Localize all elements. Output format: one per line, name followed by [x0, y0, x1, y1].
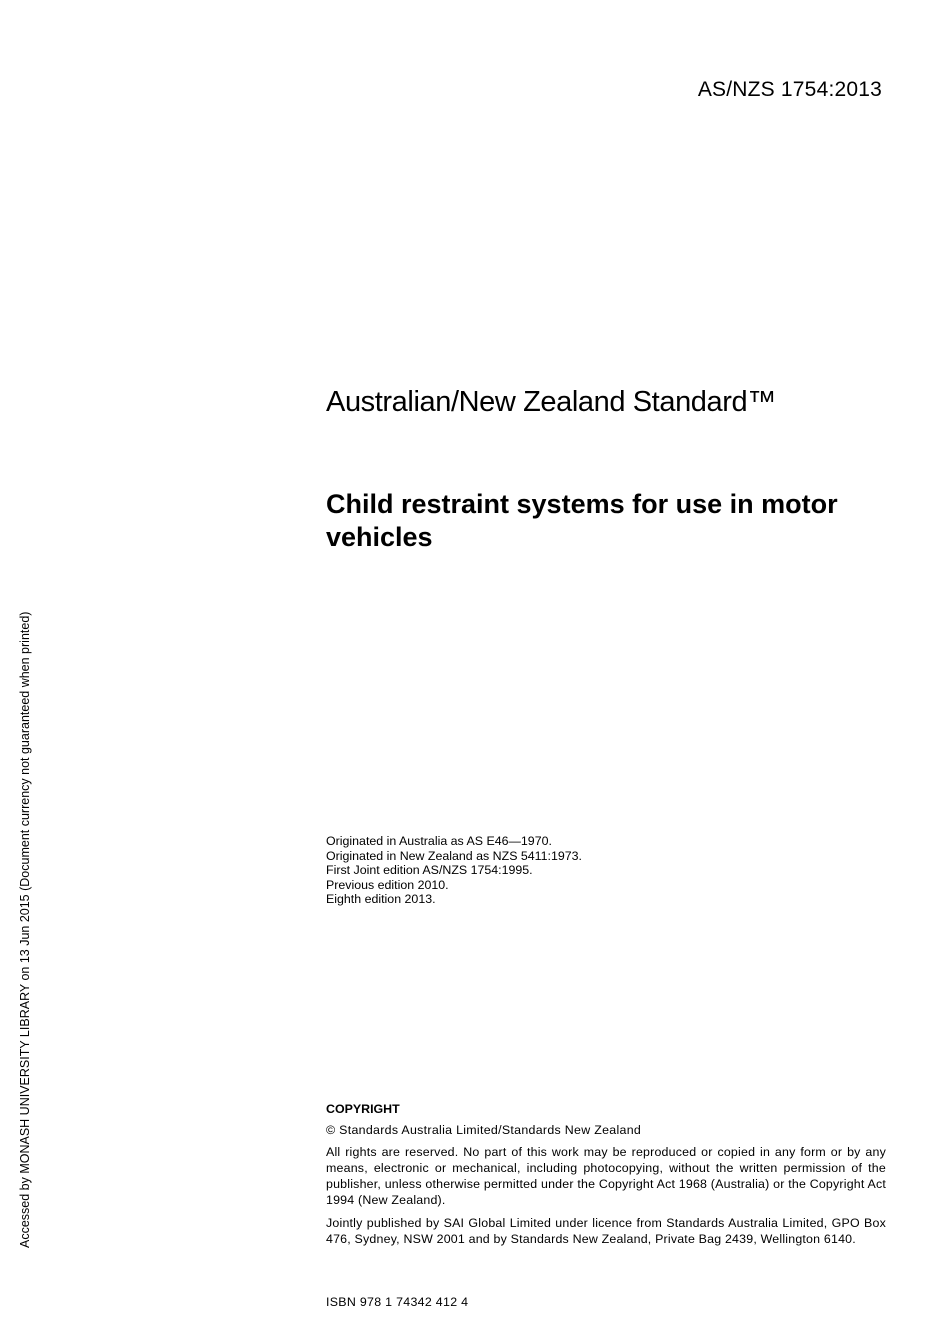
document-title: Child restraint systems for use in motor vehicles [326, 489, 838, 552]
standard-number: AS/NZS 1754:2013 [697, 78, 882, 101]
copyright-publisher: Jointly published by SAI Global Limited under licence from Standards Australia Limited, GPO Box 476, Sydney, NSW 2001 and by Standards New Zealand, Private Bag 2439, Wellington 6140. [326, 1216, 886, 1246]
history-line: Previous edition 2010. [326, 877, 449, 892]
history-line: Eighth edition 2013. [326, 892, 436, 907]
copyright-rights: All rights are reserved. No part of this work may be reproduced or copied in any form or by any means, electronic or mechanical, including photocopying, without the written permission of the publisher, unless otherwise permitted under the Copyright Act 1968 (Australia) or the Copyright Act 1994 (New Zealand). [326, 1145, 886, 1207]
isbn: ISBN 978 1 74342 412 4 [326, 1295, 469, 1309]
standard-heading: Australian/New Zealand Standard™ [326, 386, 776, 418]
copyright-section [326, 1102, 886, 1254]
history-line: Originated in New Zealand as NZS 5411:1973. [326, 848, 582, 863]
copyright-owner: © Standards Australia Limited/Standards New Zealand [326, 1123, 642, 1137]
edition-history [326, 834, 886, 907]
access-note: Accessed by MONASH UNIVERSITY LIBRARY on 13 Jun 2015 (Document currency not guaranteed when printed) [18, 611, 32, 1248]
copyright-title: COPYRIGHT [326, 1102, 400, 1116]
history-line: Originated in Australia as AS E46—1970. [326, 834, 552, 848]
history-line: First Joint edition AS/NZS 1754:1995. [326, 863, 533, 878]
